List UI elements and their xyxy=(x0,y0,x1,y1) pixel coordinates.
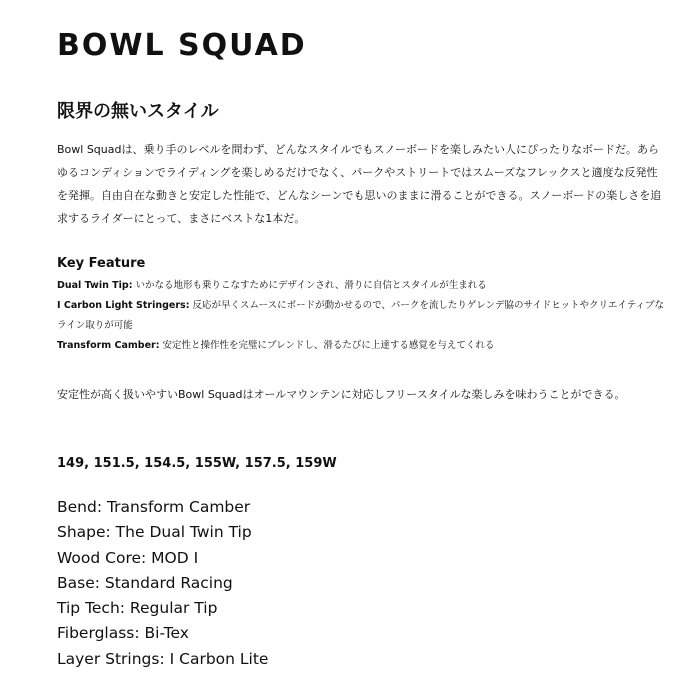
key-feature-item xyxy=(57,276,669,296)
product-description: Bowl Squadは、乗り手のレベルを問わず、どんなスタイルでもスノーボードを楽しみたい人にぴったりなボードだ。あらゆるコンディションでライディングを楽しめるだけでなく、パークやストリートではスムーズなフレックスと適度な反発性を発揮。自由自在な動きと安定した性能で、どんなシーンでも思いのままに滑ることができる。スノーボードの楽しさを追求するライダーにとって、まさにベストな1本だ。 xyxy=(57,143,662,225)
spec-layer-strings: Layer Strings: I Carbon Lite xyxy=(57,649,269,668)
feature-text: 反応が早くスムースにボードが動かせるので、パークを流したりゲレンデ脇のサイドヒットやクリエイティブなライン取りが可能 xyxy=(57,300,665,331)
spec-base: Base: Standard Racing xyxy=(57,573,233,592)
spec-shape: Shape: The Dual Twin Tip xyxy=(57,523,252,542)
feature-name: Transform Camber: xyxy=(57,340,160,351)
feature-name: Dual Twin Tip: xyxy=(57,280,133,291)
feature-text: 安定性と操作性を完璧にブレンドし、滑るたびに上達する感覚を与えてくれる xyxy=(159,340,495,351)
spec-bend: Bend: Transform Camber xyxy=(57,498,251,516)
key-feature-list xyxy=(57,276,669,356)
spec-list xyxy=(57,495,268,672)
product-title: BOWL SQUAD xyxy=(57,28,307,63)
key-feature-heading: Key Feature xyxy=(57,256,146,271)
key-feature-item xyxy=(57,296,669,336)
spec-wood-core: Wood Core: MOD I xyxy=(57,548,199,567)
feature-text: いかなる地形も乗りこなすためにデザインされ、滑りに自信とスタイルが生まれる xyxy=(132,280,487,291)
product-subtitle: 限界の無いスタイル xyxy=(57,101,219,122)
size-list: 149, 151.5, 154.5, 155W, 157.5, 159W xyxy=(57,456,337,471)
key-feature-item xyxy=(57,336,669,356)
feature-name: I Carbon Light Stringers: xyxy=(57,300,190,311)
product-summary: 安定性が高く扱いやすいBowl Squadはオールマウンテンに対応しフリースタイルな楽しみを味わうことができる。 xyxy=(57,388,626,401)
spec-tip-tech: Tip Tech: Regular Tip xyxy=(57,599,218,618)
spec-fiberglass: Fiberglass: Bi-Tex xyxy=(57,624,189,643)
